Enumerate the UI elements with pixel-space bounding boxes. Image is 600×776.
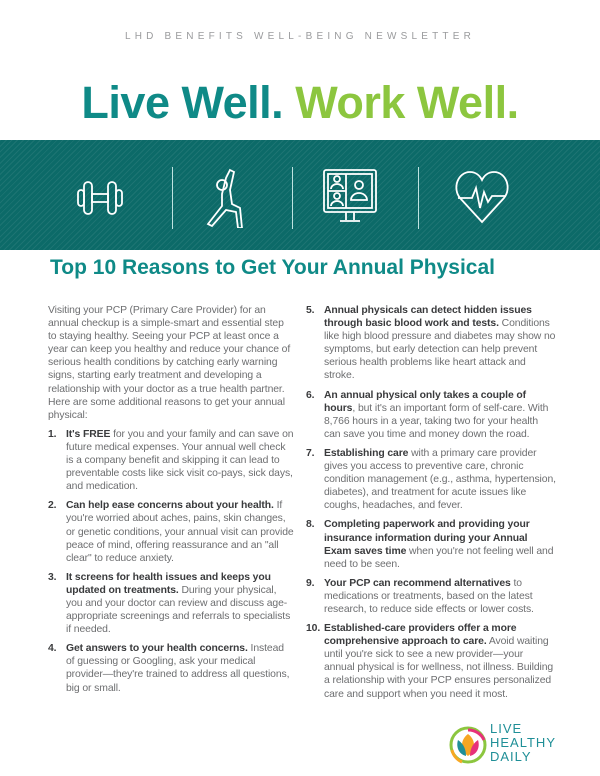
item-number: 9. (306, 577, 315, 589)
item-number: 8. (306, 519, 315, 531)
list-item (48, 428, 294, 493)
logo-line2: HEALTHY (490, 735, 556, 750)
item-bold-lead: Completing paperwork and providing your insurance information during your Annual Exam saves time (324, 519, 530, 557)
newsletter-kicker: LHD BENEFITS WELL-BEING NEWSLETTER (124, 31, 476, 42)
item-number: 10. (306, 623, 321, 635)
item-number: 4. (48, 643, 57, 655)
item-bold-lead: Establishing care (324, 447, 409, 459)
list-item (48, 499, 294, 564)
yoga-pose-icon (200, 168, 260, 228)
list-item (48, 571, 294, 636)
title-live-well: Live Well. (81, 77, 284, 128)
title-work-well: Work Well. (295, 77, 519, 128)
item-body: , but it's an important form of self-care. With 8,766 hours in a year, taking two for your health can save you time and money down the road. (324, 402, 549, 440)
item-bold-lead: It screens for health issues and keeps you updated on treatments. (66, 571, 271, 596)
video-call-icon (320, 168, 380, 228)
item-text (324, 518, 556, 570)
list-item (48, 642, 294, 694)
article-heading: Top 10 Reasons to Get Your Annual Physical (50, 256, 495, 279)
item-text (66, 642, 294, 694)
divider (292, 167, 293, 229)
item-text (324, 389, 556, 441)
dumbbell-icon (70, 168, 130, 228)
item-text (324, 622, 556, 701)
item-text (324, 577, 556, 616)
item-bold-lead: Can help ease concerns about your health. (66, 500, 274, 512)
item-number: 6. (306, 389, 315, 401)
left-column (48, 304, 294, 701)
list-item (306, 518, 556, 570)
item-body: for you and your family and can save on future medical expenses. Your annual well check is a company benefit and skipping it can lead to preventable costs like sick visit co-pays, sick days, and medication. (66, 428, 294, 493)
item-number: 2. (48, 500, 57, 512)
item-number: 7. (306, 447, 315, 459)
icon-banner (0, 140, 600, 250)
logo-line3: DAILY (490, 749, 532, 764)
item-number: 1. (48, 428, 57, 440)
item-bold-lead: Established-care providers offer a more comprehensive approach to care. (324, 623, 517, 648)
list-item (306, 447, 556, 512)
item-text (66, 499, 294, 564)
item-body: During your physical, you and your doctor can review and discuss age-appropriate screenings and referrals to specialists if needed. (66, 584, 291, 636)
item-body: when you're not feeling well and need to be seen. (324, 545, 554, 570)
item-text (66, 571, 294, 636)
intro-paragraph: Visiting your PCP (Primary Care Provider) for an annual checkup is a simple-smart and essential step to staying healthy. Seeing your PCP at least once a year can keep you healthy and reduce your chance of serious health conditions by catching early warning signs, starting early treatment and developing a relationship with your doctor as a true health partner. Here are some additional reasons to get your annual physical: (48, 305, 291, 421)
list-item (306, 304, 556, 383)
item-body: If you're worried about aches, pains, skin changes, or genetic conditions, your annual visit can provide peace of mind, offering reassurance and an "all clear" to reduce anxiety. (66, 500, 294, 564)
item-text (66, 428, 294, 493)
item-bold-lead: Your PCP can recommend alternatives (324, 577, 511, 589)
item-bold-lead: An annual physical only takes a couple of hours (324, 389, 527, 414)
item-text (324, 447, 556, 512)
item-body: with a primary care provider gives you access to preventive care, chronic condition management (e.g., asthma, hypertension, diabetes), and treatment for acute issues like coughs, headaches, and fever. (324, 447, 556, 512)
list-item (306, 622, 556, 701)
live-healthy-daily-logo (448, 718, 568, 772)
item-body: Conditions like high blood pressure and diabetes may show no symptoms, but early detection can help prevent serious health problems like heart attack and stroke. (324, 318, 556, 382)
newsletter-title (0, 77, 600, 129)
lotus-logo-icon (448, 720, 488, 770)
item-bold-lead: Get answers to your health concerns. (66, 643, 248, 655)
logo-line1: LIVE (490, 721, 523, 736)
item-text (324, 304, 556, 383)
divider (172, 167, 173, 229)
logo-wordmark (490, 722, 556, 764)
item-bold-lead: It's FREE (66, 428, 111, 440)
heartbeat-icon (452, 168, 512, 228)
item-body: Avoid waiting until you're sick to see a new provider—your annual physical is for wellness, not illness. Building a relationship with your PCP ensures personalized care and support when you need it most. (324, 636, 554, 700)
item-number: 3. (48, 571, 57, 583)
right-column (306, 304, 556, 707)
list-item (306, 577, 556, 616)
item-body: Instead of guessing or Googling, ask your medical provider—they're trained to address all questions, big or small. (66, 643, 290, 694)
list-item (306, 389, 556, 441)
item-bold-lead: Annual physicals can detect hidden issues through basic blood work and tests. (324, 305, 532, 330)
item-body: to medications or treatments, based on the latest research, to reduce side effects or lower costs. (324, 577, 534, 615)
divider (418, 167, 419, 229)
item-number: 5. (306, 305, 315, 316)
